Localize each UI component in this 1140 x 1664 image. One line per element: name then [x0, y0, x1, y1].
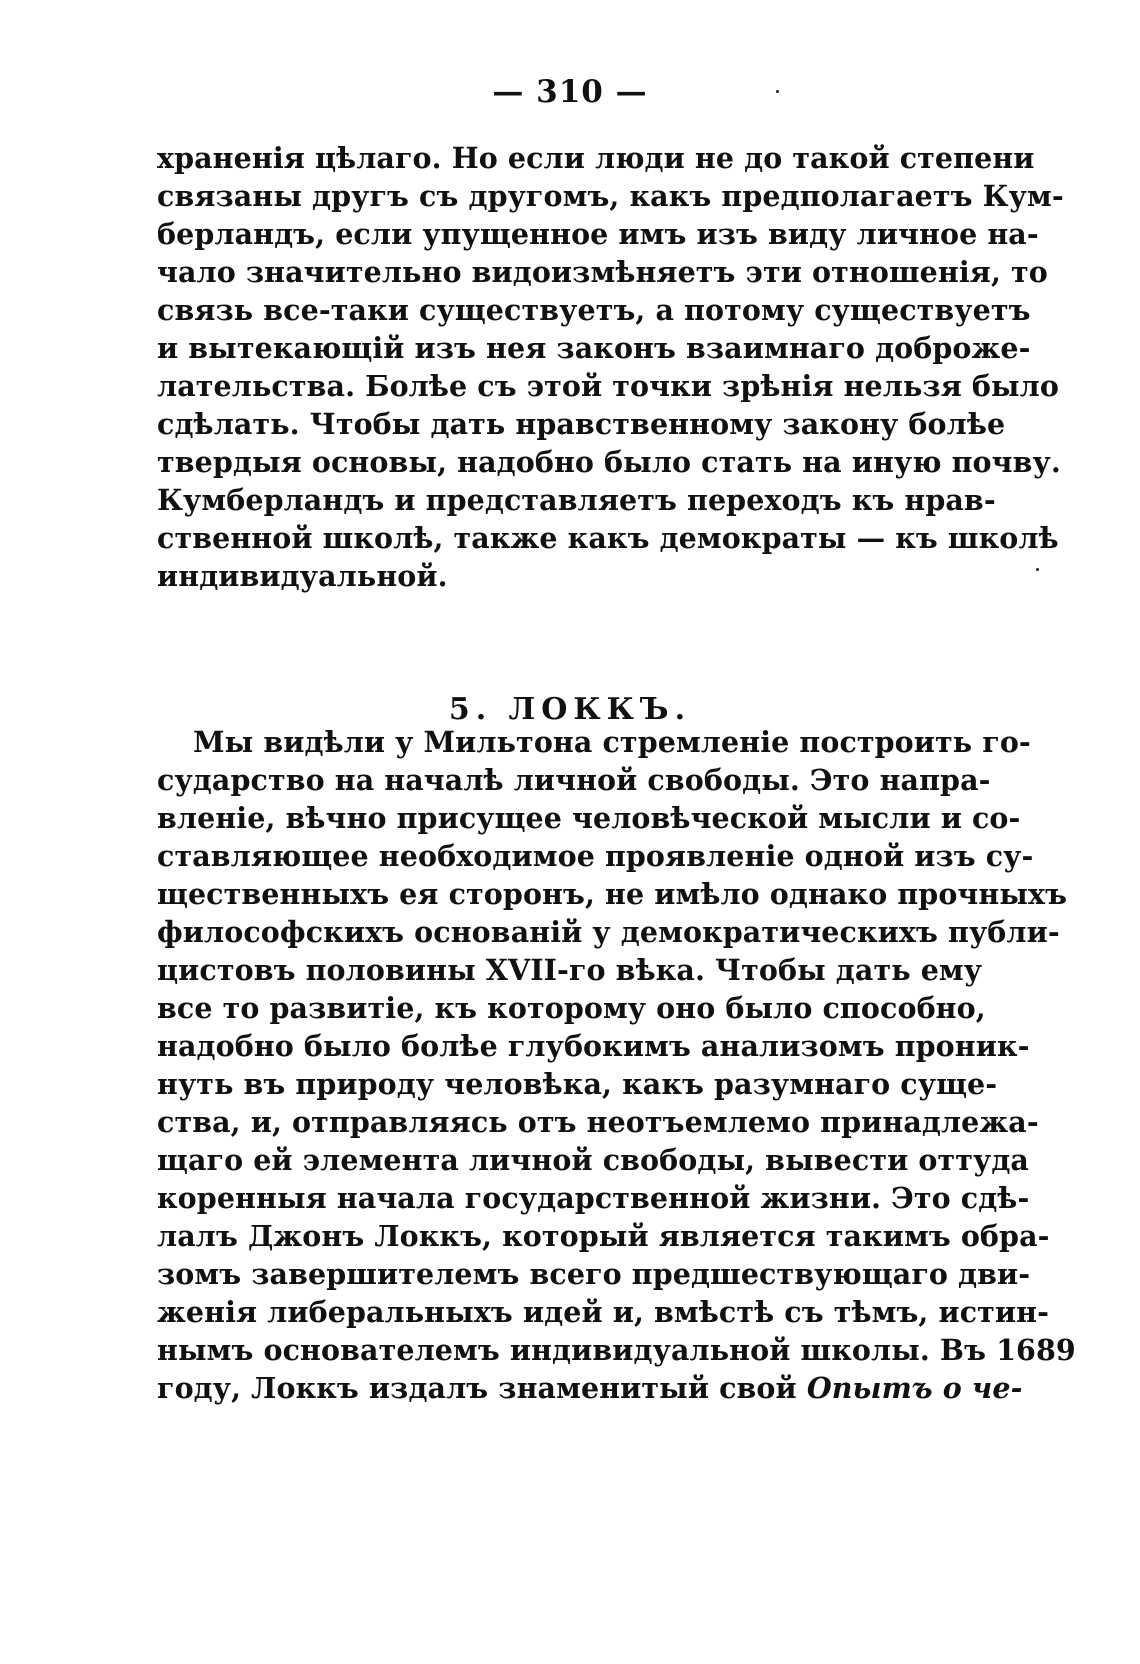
text-line: храненія цѣлаго. Но если люди не до такой степени: [157, 141, 1035, 175]
scan-speck: [776, 90, 779, 93]
text-line: коренныя начала государственной жизни. Это сдѣ-: [157, 1181, 1030, 1215]
section-heading: 5. ЛОККЪ.: [448, 692, 692, 727]
text-line: чало значительно видоизмѣняетъ эти отношенія, то: [157, 255, 1048, 289]
text-line: связь все-таки существуетъ, а потому существуетъ: [157, 293, 1031, 327]
text-line: женія либеральныхъ идей и, вмѣстѣ съ тѣмъ, истин-: [157, 1295, 1050, 1329]
text-line: сдѣлать. Чтобы дать нравственному закону болѣе: [157, 407, 1006, 441]
text-line: нуть въ природу человѣка, какъ разумнаго суще-: [157, 1067, 998, 1101]
text-line: сударство на началѣ личной свободы. Это напра-: [157, 763, 991, 797]
text-line-last: [157, 1368, 1023, 1408]
page-number: — 310 —: [492, 74, 648, 110]
text-line: лательства. Болѣе съ этой точки зрѣнія нельзя было: [157, 369, 1059, 403]
text-line: связаны другъ съ другомъ, какъ предполагаетъ Кум-: [157, 179, 1064, 213]
text-line: философскихъ основаній у демократическихъ публи-: [157, 915, 1060, 949]
text-line: вленіе, вѣчно присущее человѣческой мысли и со-: [157, 801, 1021, 835]
text-line: ставляющее необходимое проявленіе одной изъ су-: [157, 839, 1034, 873]
text-line: индивидуальной.: [157, 559, 448, 593]
text-line: ства, и, отправляясь отъ неотъемлемо принадлежа-: [157, 1105, 1039, 1139]
text-line: щаго ей элемента личной свободы, вывести оттуда: [157, 1143, 1030, 1177]
text-line: щественныхъ ея сторонъ, не имѣло однако прочныхъ: [157, 877, 1068, 911]
book-title-italic: Опытъ о че-: [806, 1371, 1023, 1405]
text-line: и вытекающій изъ нея законъ взаимнаго доброже-: [157, 331, 1031, 365]
text-line: берландъ, если упущенное имъ изъ виду личное на-: [157, 217, 1039, 251]
text-line: Кумберландъ и представляетъ переходъ къ нрав-: [157, 483, 996, 517]
text-line: нымъ основателемъ индивидуальной школы. Въ 1689: [157, 1333, 1076, 1367]
last-line-plain: году, Локкъ издалъ знаменитый свой: [157, 1371, 807, 1405]
scan-speck: [1036, 568, 1039, 571]
text-line: цистовъ половины XVII-го вѣка. Чтобы дать ему: [157, 953, 983, 987]
text-line: надобно было болѣе глубокимъ анализомъ проник-: [157, 1029, 1030, 1063]
text-line: твердыя основы, надобно было стать на иную почву.: [157, 445, 1061, 479]
text-line: все то развитіе, къ которому оно было способно,: [157, 991, 986, 1025]
text-line: Мы видѣли у Мильтона стремленіе построить го-: [193, 725, 1031, 759]
text-line: зомъ завершителемъ всего предшествующаго дви-: [157, 1257, 1031, 1291]
text-line: ственной школѣ, также какъ демократы — къ школѣ: [157, 521, 1059, 555]
text-line: лалъ Джонъ Локкъ, который является такимъ обра-: [157, 1219, 1050, 1253]
